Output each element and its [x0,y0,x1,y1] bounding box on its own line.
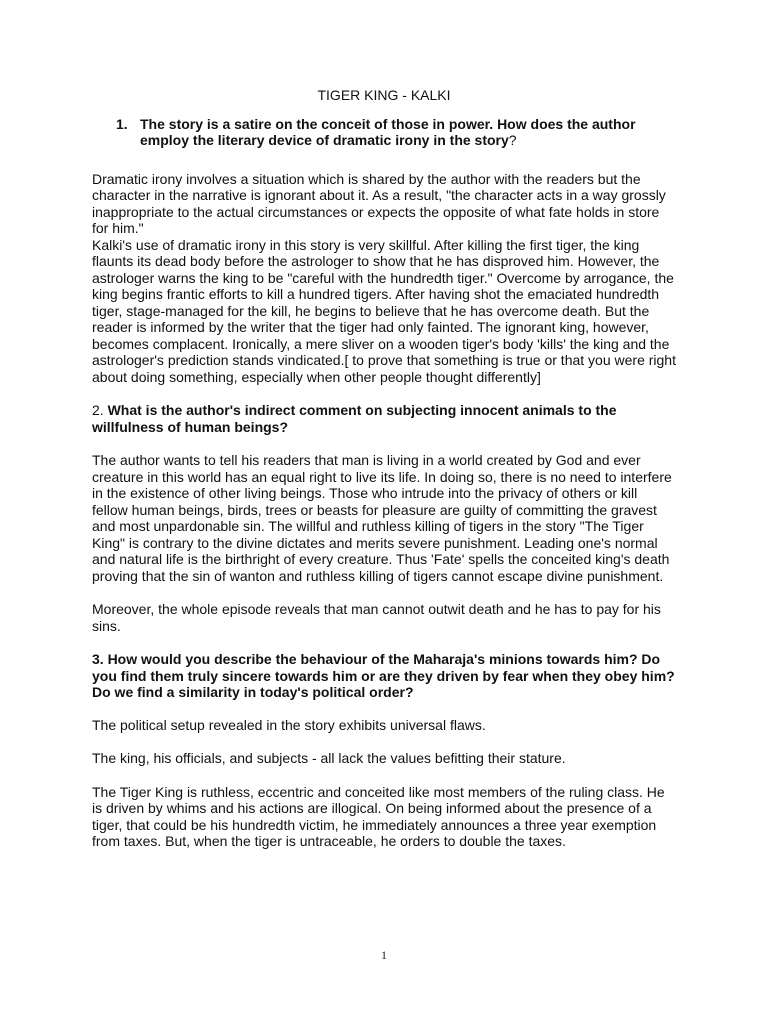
document-title: TIGER KING - KALKI [317,87,451,103]
question-1-mark: ? [508,132,517,148]
answer-1-paragraph-2: Kalki's use of dramatic irony in this story is very skillful. After killing the first tiger, the king flaunts its dead body before the astrologer to show that he has disproved him. However, the astrologer warns the king to be "careful with the hundredth tiger." Overcome by arrogance, the king begins frantic efforts to kill a hundred tigers. After having shot the emaciated hundredth tiger, stage-managed for the kill, he begins to believe that he has overcome death. But the reader is informed by the writer that the tiger had only fainted. The ignorant king, however, becomes complacent. Ironically, a mere sliver on a wooden tiger's body 'kills' the king and the astrologer's prediction stands vindicated.[ to prove that something is true or that you were right about doing something, especially when other people thought differently] [92,236,676,385]
question-3: 3. How would you describe the behaviour of the Maharaja's minions towards him? Do you find them truly sincere towards him or are they driven by fear when they obey him? Do we find a similarity in today's political order? [92,651,675,700]
question-2-number: 2. [92,402,104,418]
question-1-number: 1. [116,115,128,132]
answer-3-paragraph-3: The Tiger King is ruthless, eccentric and conceited like most members of the ruling class. He is driven by whims and his actions are illogical. On being informed about the presence of a tiger, that could be his hundredth victim, he immediately announces a three year exemption from taxes. But, when the tiger is untraceable, he orders to double the taxes. [92,783,665,849]
question-1-body: The story is a satire on the conceit of those in power. How does the author employ the literary device of dramatic irony in the story [140,115,636,148]
page-number: 1 [381,948,387,962]
question-2-text: What is the author's indirect comment on subjecting innocent animals to the willfulness of human beings? [92,402,617,435]
question-1 [92,116,676,149]
question-1-text [140,116,676,149]
answer-1-paragraph-1: Dramatic irony involves a situation which is shared by the author with the readers but the character in the narrative is ignorant about it. As a result, "the character acts in a way grossly inappropriate to the actual circumstances or expects the opposite of what fate holds in store for him." [92,170,666,236]
question-2 [92,402,676,435]
document-page [92,87,676,850]
answer-2-paragraph-1: The author wants to tell his readers that man is living in a world created by God and ever creature in this world has an equal right to live its life. In doing so, there is no need to interfere in the existence of other living beings. Those who intrude into the privacy of others or kill fellow human beings, birds, trees or beasts for pleasure are guilty of committing the gravest and most unpardonable sin. The willful and ruthless killing of tigers in the story "The Tiger King" is contrary to the divine dictates and merits severe punishment. Leading one's normal and natural life is the birthright of every creature. Thus 'Fate' spells the conceited king's death proving that the sin of wanton and ruthless killing of tigers cannot escape divine punishment. [92,452,672,584]
answer-3-paragraph-1: The political setup revealed in the story exhibits universal flaws. [92,716,486,733]
answer-3-paragraph-2: The king, his officials, and subjects - all lack the values befitting their stature. [92,750,566,766]
answer-2-paragraph-2: Moreover, the whole episode reveals that man cannot outwit death and he has to pay for his sins. [92,601,661,634]
